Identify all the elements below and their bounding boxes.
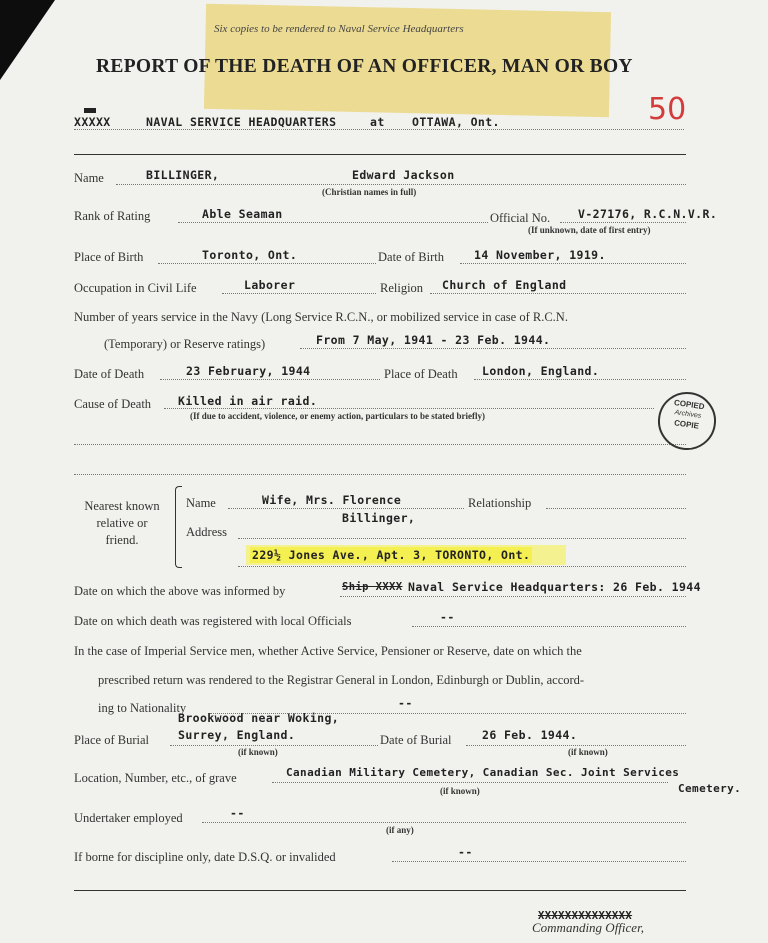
grave-dotline <box>272 782 668 783</box>
grave-hint: (if known) <box>440 786 480 796</box>
burial-place-hint: (if known) <box>238 747 278 757</box>
official-hint: (If unknown, date of first entry) <box>528 225 651 235</box>
official-no-value: V-27176, R.C.N.V.R. <box>578 207 718 221</box>
undertaker-label: Undertaker employed <box>74 811 183 825</box>
name-hint: (Christian names in full) <box>322 187 417 197</box>
death-date-dotline <box>160 379 380 380</box>
kin-name-value-line2: Billinger, <box>342 511 416 525</box>
page-number: 50 <box>648 92 687 127</box>
birth-date: 14 November, 1919. <box>474 248 606 262</box>
grave-value: Canadian Military Cemetery, Canadian Sec. Joint Services <box>286 766 680 779</box>
address-value <box>250 548 532 562</box>
birth-place-dotline <box>158 263 376 264</box>
stamp-top: COPIED <box>673 398 706 412</box>
burial-date-label: Date of Burial <box>380 733 452 747</box>
cause-hint: (If due to accident, violence, or enemy action, particulars to be stated briefly) <box>190 411 486 421</box>
stamp-middle: Archives <box>674 409 702 420</box>
address-dotline-2 <box>238 566 686 567</box>
kin-label-line1: Nearest known <box>84 499 160 513</box>
death-place-dotline <box>474 379 686 380</box>
hq-struck: XXXXX <box>74 115 111 129</box>
informed-label: Date on which the above was informed by <box>74 584 286 598</box>
kin-section-label <box>74 498 170 549</box>
informed-dotline <box>340 596 686 597</box>
rank-dotline <box>178 222 488 223</box>
registered-value: -- <box>440 610 455 624</box>
birth-date-dotline <box>460 263 686 264</box>
rank-value: Able Seaman <box>202 207 283 221</box>
rank-label: Rank of Rating <box>74 209 151 223</box>
burial-date-dotline <box>466 745 686 746</box>
cause-label: Cause of Death <box>74 397 152 411</box>
religion-label: Religion <box>380 281 424 295</box>
kin-label-line3: friend. <box>105 533 139 547</box>
name-given: Edward Jackson <box>352 168 455 182</box>
occupation-label: Occupation in Civil Life <box>74 281 197 295</box>
discipline-label: If borne for discipline only, date D.S.Q. or invalided <box>74 850 336 864</box>
service-dotline <box>300 348 686 349</box>
imperial-line2: prescribed return was rendered to the Registrar General in London, Edinburgh or Dublin, accord- <box>98 673 585 687</box>
imperial-line1: In the case of Imperial Service men, whether Active Service, Pensioner or Reserve, date on which the <box>74 644 582 658</box>
informed-struck: Ship XXXX <box>342 581 403 593</box>
birth-place-label: Place of Birth <box>74 250 144 264</box>
occupation-value: Laborer <box>244 278 296 292</box>
burial-place-line1: Brookwood near Woking, <box>178 711 340 725</box>
header-rule <box>74 154 686 155</box>
religion-dotline <box>430 293 686 294</box>
name-dotline <box>116 184 686 185</box>
registered-dotline <box>412 626 686 627</box>
kin-label-line2: relative or <box>96 516 148 530</box>
copies-note: Six copies to be rendered to Naval Service Headquarters <box>214 23 464 35</box>
form-title: REPORT OF THE DEATH OF AN OFFICER, MAN OR BOY <box>96 56 633 77</box>
cause-value: Killed in air raid. <box>178 394 318 408</box>
registered-label: Date on which death was registered with local Officials <box>74 614 352 628</box>
hq-at: at <box>370 115 385 129</box>
burial-place-dotline <box>170 745 378 746</box>
kin-name-label: Name <box>186 496 216 510</box>
burial-place-line2: Surrey, England. <box>178 728 296 742</box>
grave-value-line2: Cemetery. <box>678 782 742 795</box>
address-text: 229½ Jones Ave., Apt. 3, TORONTO, Ont. <box>252 548 531 562</box>
cause-extra-dotline-1 <box>74 444 686 445</box>
informed-value: Naval Service Headquarters: 26 Feb. 1944 <box>408 580 701 594</box>
relationship-label: Relationship <box>468 496 532 510</box>
occupation-dotline <box>222 293 376 294</box>
burial-date: 26 Feb. 1944. <box>482 728 578 742</box>
imperial-value: -- <box>398 696 413 710</box>
birth-place: Toronto, Ont. <box>202 248 298 262</box>
burial-date-hint: (if known) <box>568 747 608 757</box>
religion-value: Church of England <box>442 278 567 292</box>
service-text-line1: Number of years service in the Navy (Long Service R.C.N., or mobilized service in case of R.C.N. <box>74 310 568 324</box>
cause-extra-dotline-2 <box>74 474 686 475</box>
death-place: London, England. <box>482 364 600 378</box>
death-place-label: Place of Death <box>384 367 458 381</box>
signature-struck: XXXXXXXXXXXXXX <box>538 910 633 922</box>
burial-place-label: Place of Burial <box>74 733 149 747</box>
birth-date-label: Date of Birth <box>378 250 444 264</box>
relationship-dotline <box>546 508 686 509</box>
name-label: Name <box>74 171 104 185</box>
dark-corner <box>0 0 55 80</box>
address-label: Address <box>186 525 227 539</box>
discipline-dotline <box>392 861 686 862</box>
kin-name-value: Wife, Mrs. Florence <box>262 493 402 507</box>
service-text-line2: (Temporary) or Reserve ratings) <box>104 337 266 351</box>
kin-bracket <box>175 486 182 568</box>
stamp-bottom: COPIE <box>673 418 700 431</box>
footer-rule <box>74 890 686 891</box>
death-date-label: Date of Death <box>74 367 145 381</box>
undertaker-hint: (if any) <box>386 825 414 835</box>
address-dotline <box>238 538 686 539</box>
discipline-value: -- <box>458 845 473 859</box>
hq-location: OTTAWA, Ont. <box>412 115 500 129</box>
kin-name-dotline <box>228 508 464 509</box>
grave-label: Location, Number, etc., of grave <box>74 771 237 785</box>
ink-mark <box>84 108 96 113</box>
cause-dotline <box>164 408 654 409</box>
hq-dotline <box>74 129 684 130</box>
official-dotline <box>560 222 686 223</box>
service-value: From 7 May, 1941 - 23 Feb. 1944. <box>316 333 551 347</box>
hq-name: NAVAL SERVICE HEADQUARTERS <box>146 115 337 129</box>
imperial-line3: ing to Nationality <box>98 701 187 715</box>
death-date: 23 February, 1944 <box>186 364 311 378</box>
name-surname: BILLINGER, <box>146 168 220 182</box>
commanding-officer-label: Commanding Officer, <box>532 920 644 935</box>
undertaker-value: -- <box>230 806 245 820</box>
official-no-label: Official No. <box>490 211 551 225</box>
undertaker-dotline <box>202 822 686 823</box>
